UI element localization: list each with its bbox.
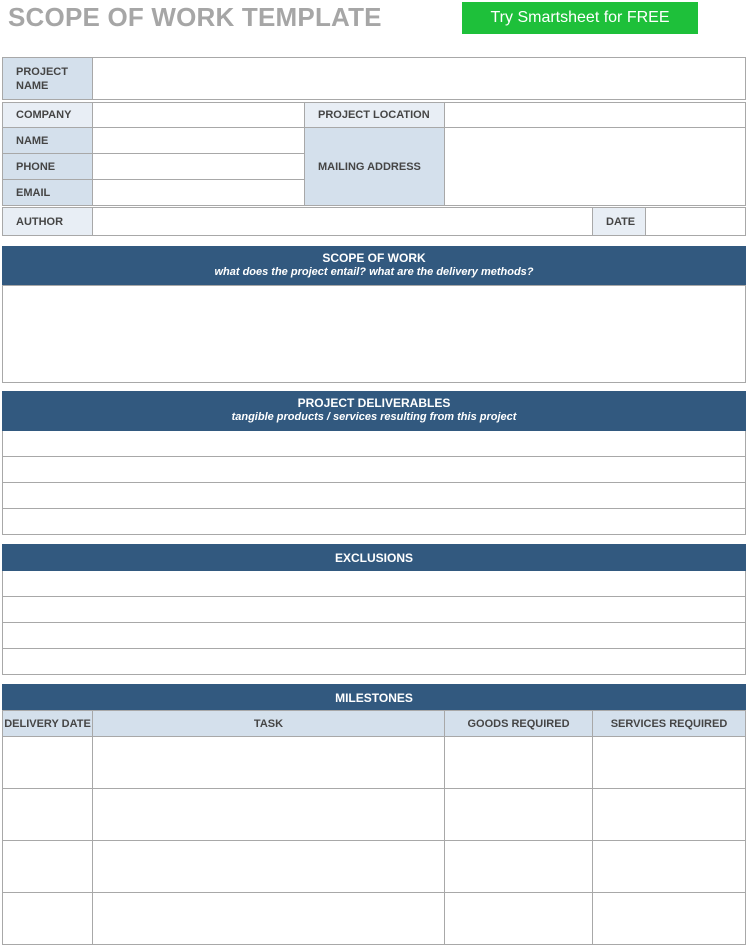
exclusion-row[interactable] (2, 623, 746, 649)
deliverable-row[interactable] (2, 431, 746, 457)
name-label: NAME (2, 127, 93, 154)
milestone-goods-cell[interactable] (444, 892, 593, 945)
milestone-delivery-date-cell[interactable] (2, 736, 93, 789)
milestones-title: MILESTONES (335, 690, 413, 705)
column-header-task: TASK (92, 710, 445, 737)
exclusion-row[interactable] (2, 571, 746, 597)
milestone-task-cell[interactable] (92, 736, 445, 789)
company-label: COMPANY (2, 102, 93, 128)
email-field[interactable] (92, 179, 305, 206)
mailing-address-field[interactable] (444, 127, 746, 206)
project-name-label: PROJECT NAME (2, 57, 93, 100)
author-field[interactable] (92, 207, 593, 236)
column-header-delivery-date: DELIVERY DATE (2, 710, 93, 737)
exclusions-title: EXCLUSIONS (334, 550, 413, 565)
project-deliverables-header (2, 391, 746, 431)
project-location-field[interactable] (444, 102, 746, 128)
phone-label: PHONE (2, 153, 93, 180)
author-label: AUTHOR (2, 207, 93, 236)
try-smartsheet-button[interactable]: Try Smartsheet for FREE (462, 2, 698, 34)
scope-of-work-field[interactable] (2, 285, 746, 383)
scope-of-work-title: SCOPE OF WORK (322, 251, 426, 265)
column-header-services-required: SERVICES REQUIRED (592, 710, 746, 737)
exclusion-row[interactable] (2, 597, 746, 623)
scope-of-work-header (2, 246, 746, 286)
date-field[interactable] (645, 207, 746, 236)
project-deliverables-subtitle: tangible products / services resulting from this project (231, 411, 517, 423)
company-field[interactable] (92, 102, 305, 128)
milestone-services-cell[interactable] (592, 892, 746, 945)
milestone-delivery-date-cell[interactable] (2, 788, 93, 841)
scope-of-work-subtitle: what does the project entail? what are the delivery methods? (214, 266, 534, 278)
deliverable-row[interactable] (2, 457, 746, 483)
milestone-services-cell[interactable] (592, 788, 746, 841)
page-title: SCOPE OF WORK TEMPLATE (8, 2, 382, 32)
project-deliverables-title: PROJECT DELIVERABLES (297, 396, 451, 410)
name-field[interactable] (92, 127, 305, 154)
exclusions-header (2, 544, 746, 571)
deliverable-row[interactable] (2, 509, 746, 535)
phone-field[interactable] (92, 153, 305, 180)
column-header-goods-required: GOODS REQUIRED (444, 710, 593, 737)
project-location-label: PROJECT LOCATION (304, 102, 445, 128)
milestone-task-cell[interactable] (92, 840, 445, 893)
mailing-address-label: MAILING ADDRESS (304, 127, 445, 206)
milestone-delivery-date-cell[interactable] (2, 840, 93, 893)
milestone-services-cell[interactable] (592, 736, 746, 789)
milestone-services-cell[interactable] (592, 840, 746, 893)
milestone-goods-cell[interactable] (444, 788, 593, 841)
email-label: EMAIL (2, 179, 93, 206)
exclusion-row[interactable] (2, 649, 746, 675)
deliverable-row[interactable] (2, 483, 746, 509)
milestones-header (2, 684, 746, 711)
milestone-goods-cell[interactable] (444, 840, 593, 893)
project-name-field[interactable] (92, 57, 746, 100)
milestone-task-cell[interactable] (92, 788, 445, 841)
date-label: DATE (592, 207, 646, 236)
milestone-task-cell[interactable] (92, 892, 445, 945)
milestone-goods-cell[interactable] (444, 736, 593, 789)
milestone-delivery-date-cell[interactable] (2, 892, 93, 945)
